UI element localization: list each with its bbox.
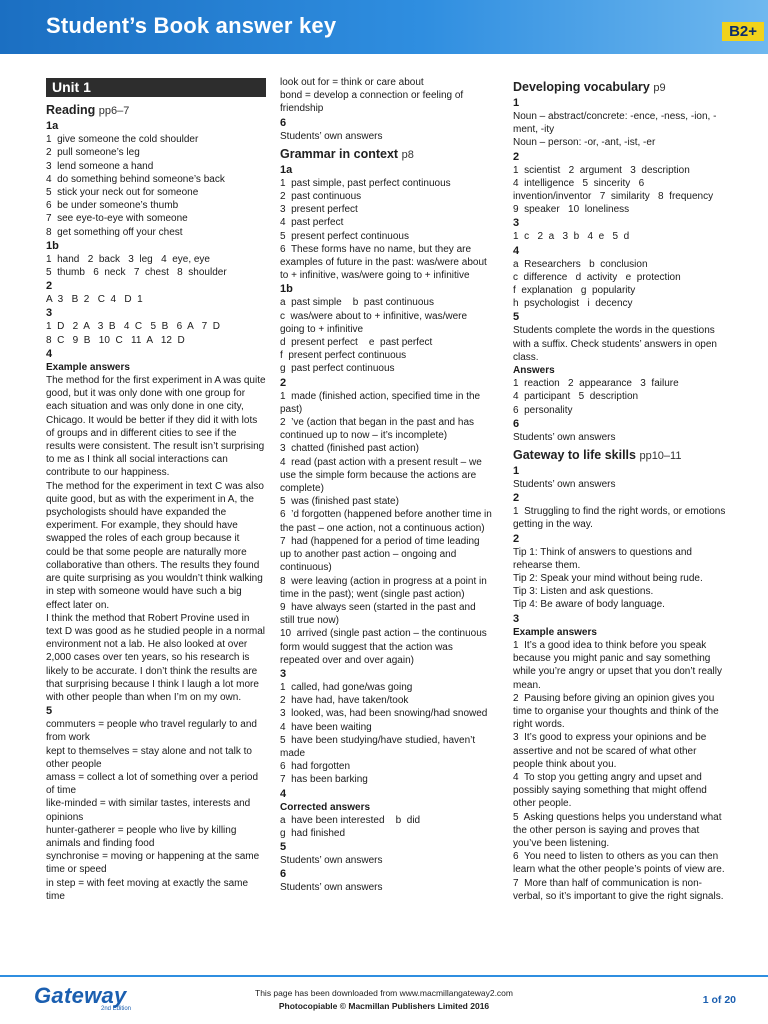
answer-line: 2 have had, have taken/took [280,695,409,707]
answer-column-1 [46,76,269,903]
section-heading [513,448,728,464]
answer-line: 5 present perfect continuous [280,230,409,242]
answer-line: Students’ own answers [280,855,383,867]
section-title: Grammar in context [280,146,399,161]
answer-line: Students’ own answers [513,431,616,443]
answer-column-3 [513,76,728,903]
answer-line: 6 had forgotten [280,761,351,773]
gateway-logo: Gateway [34,983,127,1008]
copyright-note: Photocopiable © Macmillan Publishers Limited 2016 [278,1001,490,1011]
answer-line: 3 looked, was, had been snowing/had snowed [280,708,488,720]
answer-line: Tip 4: Be aware of body language. [513,599,665,611]
section-title: Developing vocabulary [513,80,650,94]
answer-line: 1 past simple, past perfect continuous [280,177,451,189]
exercise-number: 2 [513,532,520,545]
exercise-number: 4 [280,787,287,800]
answer-line: Tip 1: Think of answers to questions and rehearse them. [513,546,695,571]
answer-line: 10 arrived (single past action – the continuous form would suggest that the action was repeated over and over again) [280,628,490,666]
answer-line: g past perfect continuous [280,363,395,375]
exercise-number: 2 [280,376,287,389]
answer-line: c difference d activity e protection [513,271,681,283]
exercise-number: 5 [513,311,520,324]
exercise-number: 1a [46,120,59,133]
answer-line: 5 was (finished past state) [280,496,399,508]
answer-line: 2 pull someone’s leg [46,147,140,159]
answer-line: h psychologist i decency [513,298,633,310]
answer-line: Tip 3: Listen and ask questions. [513,586,654,598]
answer-line: hunter-gatherer = people who live by killing animals and finding food [46,824,240,849]
section-page-ref: pp6–7 [98,105,130,118]
exercise-number: 6 [513,417,520,430]
subheading: Example answers [46,361,130,373]
download-note: This page has been downloaded from www.macmillangateway2.com [255,988,513,998]
answer-line: 3 present perfect [280,204,358,216]
exercise-number: 3 [513,612,520,625]
section-page-ref: p8 [401,148,414,161]
answer-line: 3 chatted (finished past action) [280,443,419,455]
answer-line: 4 intelligence 5 sincerity 6 invention/inventor 7 similarity 8 frequency [513,177,714,203]
answer-line: 1 made (finished action, specified time in the past) [280,390,483,415]
exercise-number: 2 [46,280,53,293]
answer-line: d present perfect e past perfect [280,337,433,349]
answer-line: 6 ’d forgotten (happened before another time in the past – one action, not a continuous action) [280,509,495,534]
section-heading [513,80,728,96]
exercise-number: 5 [46,705,53,718]
exercise-number: 1 [513,97,520,109]
answer-line: 5 have been studying/have studied, haven’t made [280,734,478,759]
exercise-number: 1a [280,163,293,176]
answer-line: commuters = people who travel regularly to and from work [46,719,260,744]
answer-line: 8 C 9 B 10 C 11 A 12 D [46,334,185,346]
answer-line: 4 have been waiting [280,721,372,733]
answer-line: 4 To stop you getting angry and upset and possibly saying something that might offend other people. [513,771,710,810]
answer-line: 6 be under someone’s thumb [46,200,179,212]
exercise-number: 1 [513,465,520,478]
answer-line: bond = develop a connection or feeling of friendship [280,90,466,115]
answer-line: Students’ own answers [513,479,616,491]
answer-line: Noun – abstract/concrete: -ence, -ness, -ion, -ment, -ity [513,111,717,136]
answer-line: 7 had (happened for a period of time leading up to another past action – ongoing and continuous) [280,535,483,574]
answer-line: 1 hand 2 back 3 leg 4 eye, eye [46,253,210,265]
exercise-number: 3 [280,667,287,680]
page-header [0,0,768,54]
exercise-number: 4 [513,244,520,257]
gateway-logo-edition: 2nd Edition [101,1006,132,1012]
answer-line: f explanation g popularity [513,285,636,297]
answer-line: c was/were about to + infinitive, was/were going to + infinitive [280,310,470,335]
exercise-number: 4 [46,347,53,360]
answer-line: g had finished [280,827,346,839]
section-page-ref: pp10–11 [639,450,682,463]
answer-line: a past simple b past continuous [280,297,434,309]
answer-line: amass = collect a lot of something over a period of time [46,771,261,797]
answer-line: 5 Asking questions helps you understand what the other person is saying and proves that you’ve been listening. [513,811,725,849]
answer-line: 1 give someone the cold shoulder [46,134,199,146]
answer-line: look out for = think or care about [280,77,424,88]
answer-line: synchronise = moving or happening at the same time or speed [46,851,262,876]
answer-line: 1 D 2 A 3 B 4 C 5 B 6 A 7 D [46,321,220,333]
page-number: 1 of 20 [702,994,736,1006]
subheading: Corrected answers [280,801,371,813]
answer-line: 1 reaction 2 appearance 3 failure [513,378,679,390]
answer-line: 2 Pausing before giving an opinion gives you time to organise your thoughts and think of the right words. [513,692,722,731]
exercise-number: 1b [46,239,59,252]
answer-line: 6 These forms have no name, but they are examples of future in the past: was/were about to + infinitive, was/were going to + infinitive [280,243,490,282]
answer-line: Students’ own answers [280,130,383,142]
page-title: Student’s Book answer key [46,13,337,38]
answer-line: 2 ’ve (action that began in the past and has continued up to now – it’s incomplete) [280,417,477,442]
answer-line: in step = with feet moving at exactly the same time [46,877,251,902]
answer-line: Students’ own answers [280,882,383,894]
answer-line: 4 read (past action with a present result – we use the simple form because the actions are complete) [280,456,485,495]
answer-line: kept to themselves = stay alone and not talk to other people [46,745,255,770]
answer-line: f present perfect continuous [280,350,407,362]
answer-line: 1 It’s a good idea to think before you speak because you might panic and say something while you’re angry or upset that you don’t really mean. [513,639,725,691]
section-heading [280,147,492,163]
answer-line: The method for the experiment in text C was also quite good, but as with the experiment in A, the psychologists should have expanded the experiment. For example, they should have swapped the roles of each group because it could be that some people are naturally more collaborative than others. The results they found are quite surprising as you wouldn’t think walking in step with someone would have such a big effect later on. [46,480,267,611]
section-title: Reading [46,103,96,118]
answer-line: 7 see eye-to-eye with someone [46,213,188,225]
subheading: Answers [513,365,555,377]
answer-line: Noun – person: -or, -ant, -ist, -er [513,137,656,149]
exercise-number: 2 [513,150,520,163]
answer-line: 8 were leaving (action in progress at a point in time in the past); went (single past action) [280,575,490,600]
answer-line: A 3 B 2 C 4 D 1 [46,294,143,306]
answer-line: 3 It’s good to express your opinions and be assertive and not be scared of what other people think about you. [513,732,710,770]
answer-line: 4 past perfect [280,217,344,229]
exercise-number: 3 [46,307,53,320]
answer-line: 9 have always seen (started in the past and still true now) [280,601,479,627]
exercise-number: 6 [280,868,287,881]
answer-line: 1 Struggling to find the right words, or emotions getting in the way. [513,506,729,531]
answer-line: 4 do something behind someone’s back [46,173,225,185]
answer-line: 7 More than half of communication is non-verbal, so it’s important to give the right signals. [513,877,724,902]
exercise-number: 5 [280,841,287,854]
answer-line: 5 thumb 6 neck 7 chest 8 shoulder [46,267,227,279]
exercise-number: 1b [280,283,293,296]
answer-line: 2 past continuous [280,191,362,203]
section-heading [46,103,266,119]
unit-heading: Unit 1 [46,78,266,97]
exercise-number: 2 [513,492,520,505]
answer-line: 8 get something off your chest [46,226,183,238]
answer-line: 4 participant 5 description [513,391,639,403]
answer-line: 3 lend someone a hand [46,160,154,172]
section-page-ref: p9 [653,82,666,94]
exercise-number: 3 [513,217,520,230]
answer-line: like-minded = with similar tastes, interests and opinions [46,798,254,823]
answer-line: The method for the first experiment in A was quite good, but it was only done with one group for each situation and was only done in one city, Chicago. It would be better if they did it with lots of groups and in different cities to see if the results were consistent. The result isn’t surprising to me as I think all social interactions can contribute to our happiness. [46,375,269,479]
exercise-number: 6 [280,116,287,129]
answer-line: a Researchers b conclusion [513,258,648,270]
answer-column-2 [280,76,495,895]
section-title: Gateway to life skills [513,448,636,463]
subheading: Example answers [513,626,597,638]
answer-line: 7 has been barking [280,774,368,786]
answer-line: 9 speaker 10 loneliness [513,204,630,216]
answer-line: Tip 2: Speak your mind without being rude. [513,573,703,585]
answer-line: 1 scientist 2 argument 3 description [513,164,690,176]
footer-divider [0,975,768,977]
answer-line: Students complete the words in the questions with a suffix. Check students’ answers in open class. [513,325,720,363]
answer-line: 1 c 2 a 3 b 4 e 5 d [513,231,630,243]
answer-line: 5 stick your neck out for someone [46,187,199,199]
answer-line: 6 You need to listen to others as you can then learn what the other people’s points of view are. [513,851,725,876]
answer-line: a have been interested b did [280,814,421,826]
answer-line: I think the method that Robert Provine used in text D was good as he studied people in a normal environment not a lab. He also looked at over 2,000 cases over ten years, so his research is likely to be accurate. I don’t think the results are that surprising because I think I laugh a lot more with other people than when I’m on my own. [46,612,268,703]
answer-line: 1 called, had gone/was going [280,681,413,693]
answer-line: 6 personality [513,404,573,416]
level-badge: B2+ [722,22,764,41]
